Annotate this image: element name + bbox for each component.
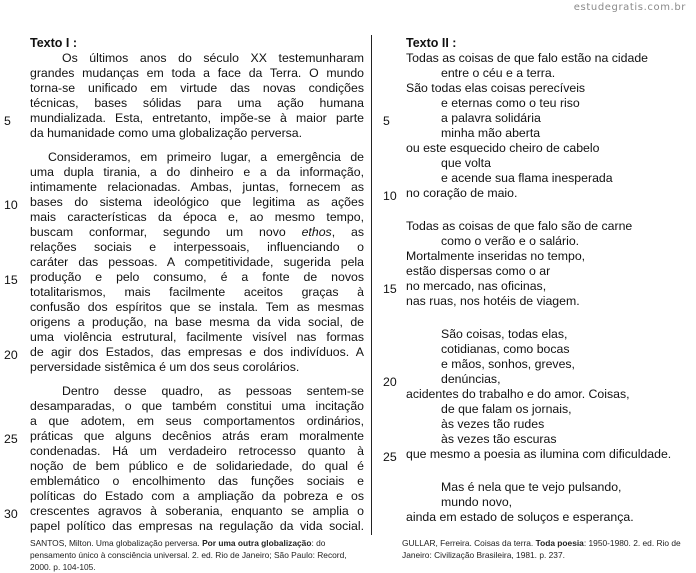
texto-1 bbox=[30, 36, 364, 534]
text-line: Mortalmente inseridas no tempo, bbox=[406, 249, 586, 263]
text-line: práticas que alguns decênios atrás eram moralmente bbox=[30, 429, 364, 443]
line-number: 10 bbox=[383, 189, 397, 203]
text-line: relações sociais e interpessoais, influenciando o bbox=[30, 240, 364, 254]
text-line: acidentes do trabalho e do amor. Coisas, bbox=[406, 387, 630, 401]
text-line: e mãos, sonhos, greves, bbox=[441, 357, 575, 371]
text-line: como o verão e o salário. bbox=[441, 234, 580, 248]
text-line: confusão dos espíritos que se instala. Tem as mesmas bbox=[30, 300, 364, 314]
line-number: 10 bbox=[4, 198, 18, 212]
text-line: mundo novo, bbox=[441, 495, 513, 509]
line-number: 5 bbox=[383, 114, 390, 128]
text-line: noção de bem público e de solidariedade, do qual é bbox=[30, 459, 364, 473]
stanza-gap bbox=[30, 375, 364, 384]
text-line: ou este esquecido cheiro de cabelo bbox=[406, 141, 600, 155]
text-line: São todas elas coisas perecíveis bbox=[406, 81, 586, 95]
text-line: uma violência estrutural, facilmente visível nas formas bbox=[30, 330, 364, 344]
text-line: às vezes tão escuras bbox=[441, 432, 557, 446]
text-line: bases do sistema ideológico que legitima as ações bbox=[30, 195, 364, 209]
text-line: políticas do Estado com a ampliação da pobreza e os bbox=[30, 489, 364, 503]
text-line: no mercado, nas oficinas, bbox=[406, 279, 547, 293]
text-line: cotidianas, como bocas bbox=[441, 342, 570, 356]
text-line: crescentes agravos à soberania, enquanto se amplia o bbox=[30, 504, 364, 518]
line-number: 5 bbox=[4, 114, 11, 128]
text-line: papel político das empresas na regulação da vida social. bbox=[30, 519, 364, 533]
text-line: desamparadas, o que também constitui uma incitação bbox=[30, 399, 364, 413]
italic-word: ethos bbox=[301, 225, 332, 239]
line-number: 20 bbox=[383, 375, 397, 389]
line-number: 30 bbox=[4, 507, 18, 521]
text-line: a palavra solidária bbox=[441, 111, 541, 125]
texto-1-body bbox=[30, 51, 364, 534]
text-line: de agir dos Estados, das empresas e dos indivíduos. A bbox=[30, 345, 364, 359]
text-line: emblemático o encolhimento das funções sociais e bbox=[30, 474, 364, 488]
text-line: perversidade sistêmica é um dos seus corolários. bbox=[30, 360, 300, 374]
text-line: que volta bbox=[441, 156, 491, 170]
text-line: ainda em estado de soluços e esperança. bbox=[406, 510, 634, 524]
text-line: totalitarismos, mais facilmente aceitos graças à bbox=[30, 285, 364, 299]
stanza-gap bbox=[406, 201, 690, 219]
text-line: caráter das pessoas. A competitividade, sugerida pela bbox=[30, 255, 364, 269]
text-line: Mas é nela que te vejo pulsando, bbox=[441, 480, 622, 494]
line-number: 25 bbox=[383, 450, 397, 464]
texto-2 bbox=[406, 36, 690, 525]
text-line: origens a produção, na base mesma da vida social, de bbox=[30, 315, 364, 329]
texto-1-source bbox=[30, 537, 364, 573]
text-line: grandes mudanças em toda a face da Terra. O mundo bbox=[30, 66, 364, 80]
text-line: buscam conformar, segundo um novo ethos, as bbox=[30, 225, 364, 239]
text-line: estão dispersas como o ar bbox=[406, 264, 551, 278]
text-line: Consideramos, em primeiro lugar, a emergência de bbox=[48, 150, 364, 164]
text-line: condenadas. Há um verdadeiro retrocesso quanto à bbox=[30, 444, 364, 458]
text-line: nas ruas, nos hotéis de viagem. bbox=[406, 294, 580, 308]
line-number: 15 bbox=[383, 282, 397, 296]
text-line: Os últimos anos do século XX testemunharam bbox=[62, 51, 364, 65]
text-line: uma dupla tirania, a do dinheiro e a da informação, bbox=[30, 165, 364, 179]
text-line: entre o céu e a terra. bbox=[441, 66, 556, 80]
text-line: São coisas, todas elas, bbox=[441, 327, 568, 341]
text-line: da humanidade como uma globalização perversa. bbox=[30, 126, 303, 140]
stanza-gap bbox=[406, 462, 690, 480]
text-line: técnicas, bases sólidas para uma ação humana bbox=[30, 96, 364, 110]
text-line: torna-se unificado em virtude das novas condições bbox=[30, 81, 364, 95]
text-line: às vezes tão rudes bbox=[441, 417, 545, 431]
text-line: mundializada. Esta, entretanto, impõe-se à maior parte bbox=[30, 111, 364, 125]
stanza-gap bbox=[30, 141, 364, 150]
texto-2-heading: Texto II : bbox=[406, 36, 457, 50]
column-divider bbox=[371, 35, 372, 535]
text-line: produção e pelo consumo, é a fonte de novos bbox=[30, 270, 364, 284]
text-line: de que falam os jornais, bbox=[441, 402, 572, 416]
texto-2-source bbox=[402, 537, 690, 561]
text-line: a que adotem, em seus comportamentos ordinários, bbox=[30, 414, 364, 428]
text-line: Dentro desse quadro, as pessoas sentem-se bbox=[62, 384, 364, 398]
text-line: minha mão aberta bbox=[441, 126, 541, 140]
source-text: GULLAR, Ferreira. Coisas da terra. bbox=[402, 538, 536, 548]
site-watermark: estudegratis.com.br bbox=[573, 2, 686, 13]
text-line: Todas as coisas de que falo estão na cidade bbox=[406, 51, 649, 65]
source-title: Toda poesia bbox=[535, 538, 584, 548]
text-line: e acende sua flama inesperada bbox=[441, 171, 613, 185]
text-line: e eternas como o teu riso bbox=[441, 96, 580, 110]
text-line: no coração de maio. bbox=[406, 186, 518, 200]
source-text: SANTOS, Milton. Uma globalização perversa. bbox=[30, 538, 203, 548]
text-line: denúncias, bbox=[441, 372, 501, 386]
stanza-gap bbox=[406, 309, 690, 327]
source-text: : do pensamento único à consciência universal. 2. ed. Rio de Janeiro; São Paulo: Record, 2000. p. 104-105. bbox=[30, 538, 347, 572]
source-text: : 1950-1980. 2. ed. Rio de Janeiro: Civilização Brasileira, 1981. p. 237. bbox=[402, 538, 681, 560]
line-number: 15 bbox=[4, 273, 18, 287]
text-line: Todas as coisas de que falo são de carne bbox=[406, 219, 633, 233]
texto-1-heading: Texto I : bbox=[30, 36, 77, 50]
text-line: intimamente relacionadas. Ambas, juntas, fornecem as bbox=[30, 180, 364, 194]
text-line: mais características da época e, ao mesmo tempo, bbox=[30, 210, 364, 224]
source-title: Por uma outra globalização bbox=[202, 538, 312, 548]
texto-2-body bbox=[406, 51, 690, 525]
line-number: 20 bbox=[4, 348, 18, 362]
line-number: 25 bbox=[4, 432, 18, 446]
text-line: que mesmo a poesia as ilumina com dificuldade. bbox=[406, 447, 672, 461]
